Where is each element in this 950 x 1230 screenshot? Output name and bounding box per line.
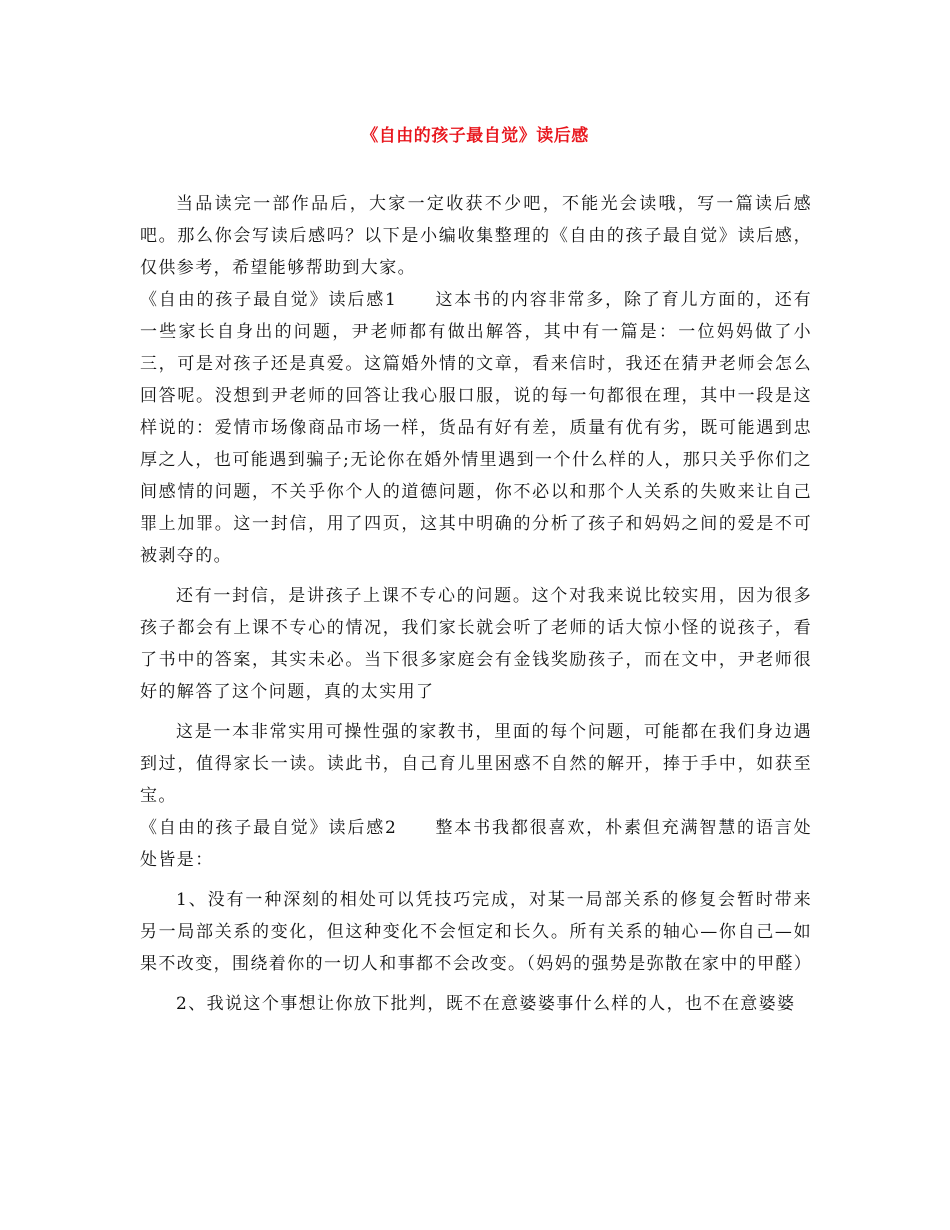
intro-paragraph: 当品读完一部作品后，大家一定收获不少吧，不能光会读哦，写一篇读后感吧。那么你会写读后感吗？以下是小编收集整理的《自由的孩子最自觉》读后感，仅供参考，希望能够帮助到大家。 <box>140 194 812 278</box>
essay2-heading: 《自由的孩子最自觉》读后感2 <box>140 818 398 838</box>
essay1-paragraph-1: 这本书的内容非常多，除了育儿方面的，还有一些家长自身出的问题，尹老师都有做出解答，其中有一篇是：一位妈妈做了小三，可是对孩子还是真爱。这篇婚外情的文章，看来信时，我还在猜尹老师会怎么回答呢。没想到尹老师的回答让我心服口服，说的每一句都很在理，其中一段是这样说的：爱情市场像商品市场一样，货品有好有差，质量有优有劣，既可能遇到忠厚之人，也可能遇到骗子;无论你在婚外情里遇到一个什么样的人，那只关乎你们之间感情的问题，不关乎你个人的道德问题，你不必以和那个人关系的失败来让自己罪上加罪。这一封信，用了四页，这其中明确的分析了孩子和妈妈之间的爱是不可被剥夺的。 <box>140 290 812 566</box>
essay1-heading-spacer <box>397 290 435 310</box>
essay2-paragraph-1: 整本书我都很喜欢，朴素但充满智慧的语言处处皆是： <box>140 818 812 870</box>
essay1-paragraph-2: 还有一封信，是讲孩子上课不专心的问题。这个对我来说比较实用，因为很多孩子都会有上课不专心的情况，我们家长就会听了老师的话大惊小怪的说孩子，看了书中的答案，其实未必。当下很多家庭会有金钱奖励孩子，而在文中，尹老师很好的解答了这个问题，真的太实用了 <box>140 586 812 702</box>
essay2-heading-spacer <box>397 818 435 838</box>
essay1-first-paragraph <box>140 284 812 572</box>
essay2-paragraph-2: 1、没有一种深刻的相处可以凭技巧完成，对某一局部关系的修复会暂时带来另一局部关系的变化，但这种变化不会恒定和长久。所有关系的轴心—你自己—如果不改变，围绕着你的一切人和事都不会改变。（妈妈的强势是弥散在家中的甲醛） <box>140 890 813 974</box>
essay1-heading: 《自由的孩子最自觉》读后感1 <box>140 290 398 310</box>
essay1-paragraph-3: 这是一本非常实用可操性强的家教书，里面的每个问题，可能都在我们身边遇到过，值得家长一读。读此书，自己育儿里困惑不自然的解开，捧于手中，如获至宝。 <box>140 722 812 806</box>
document-title: 《自由的孩子最自觉》读后感 <box>361 126 589 146</box>
essay2-paragraph-3: 2、我说这个事想让你放下批判，既不在意婆婆事什么样的人，也不在意婆婆 <box>176 994 796 1014</box>
essay2-first-paragraph <box>140 812 812 876</box>
document-body <box>140 188 812 1020</box>
